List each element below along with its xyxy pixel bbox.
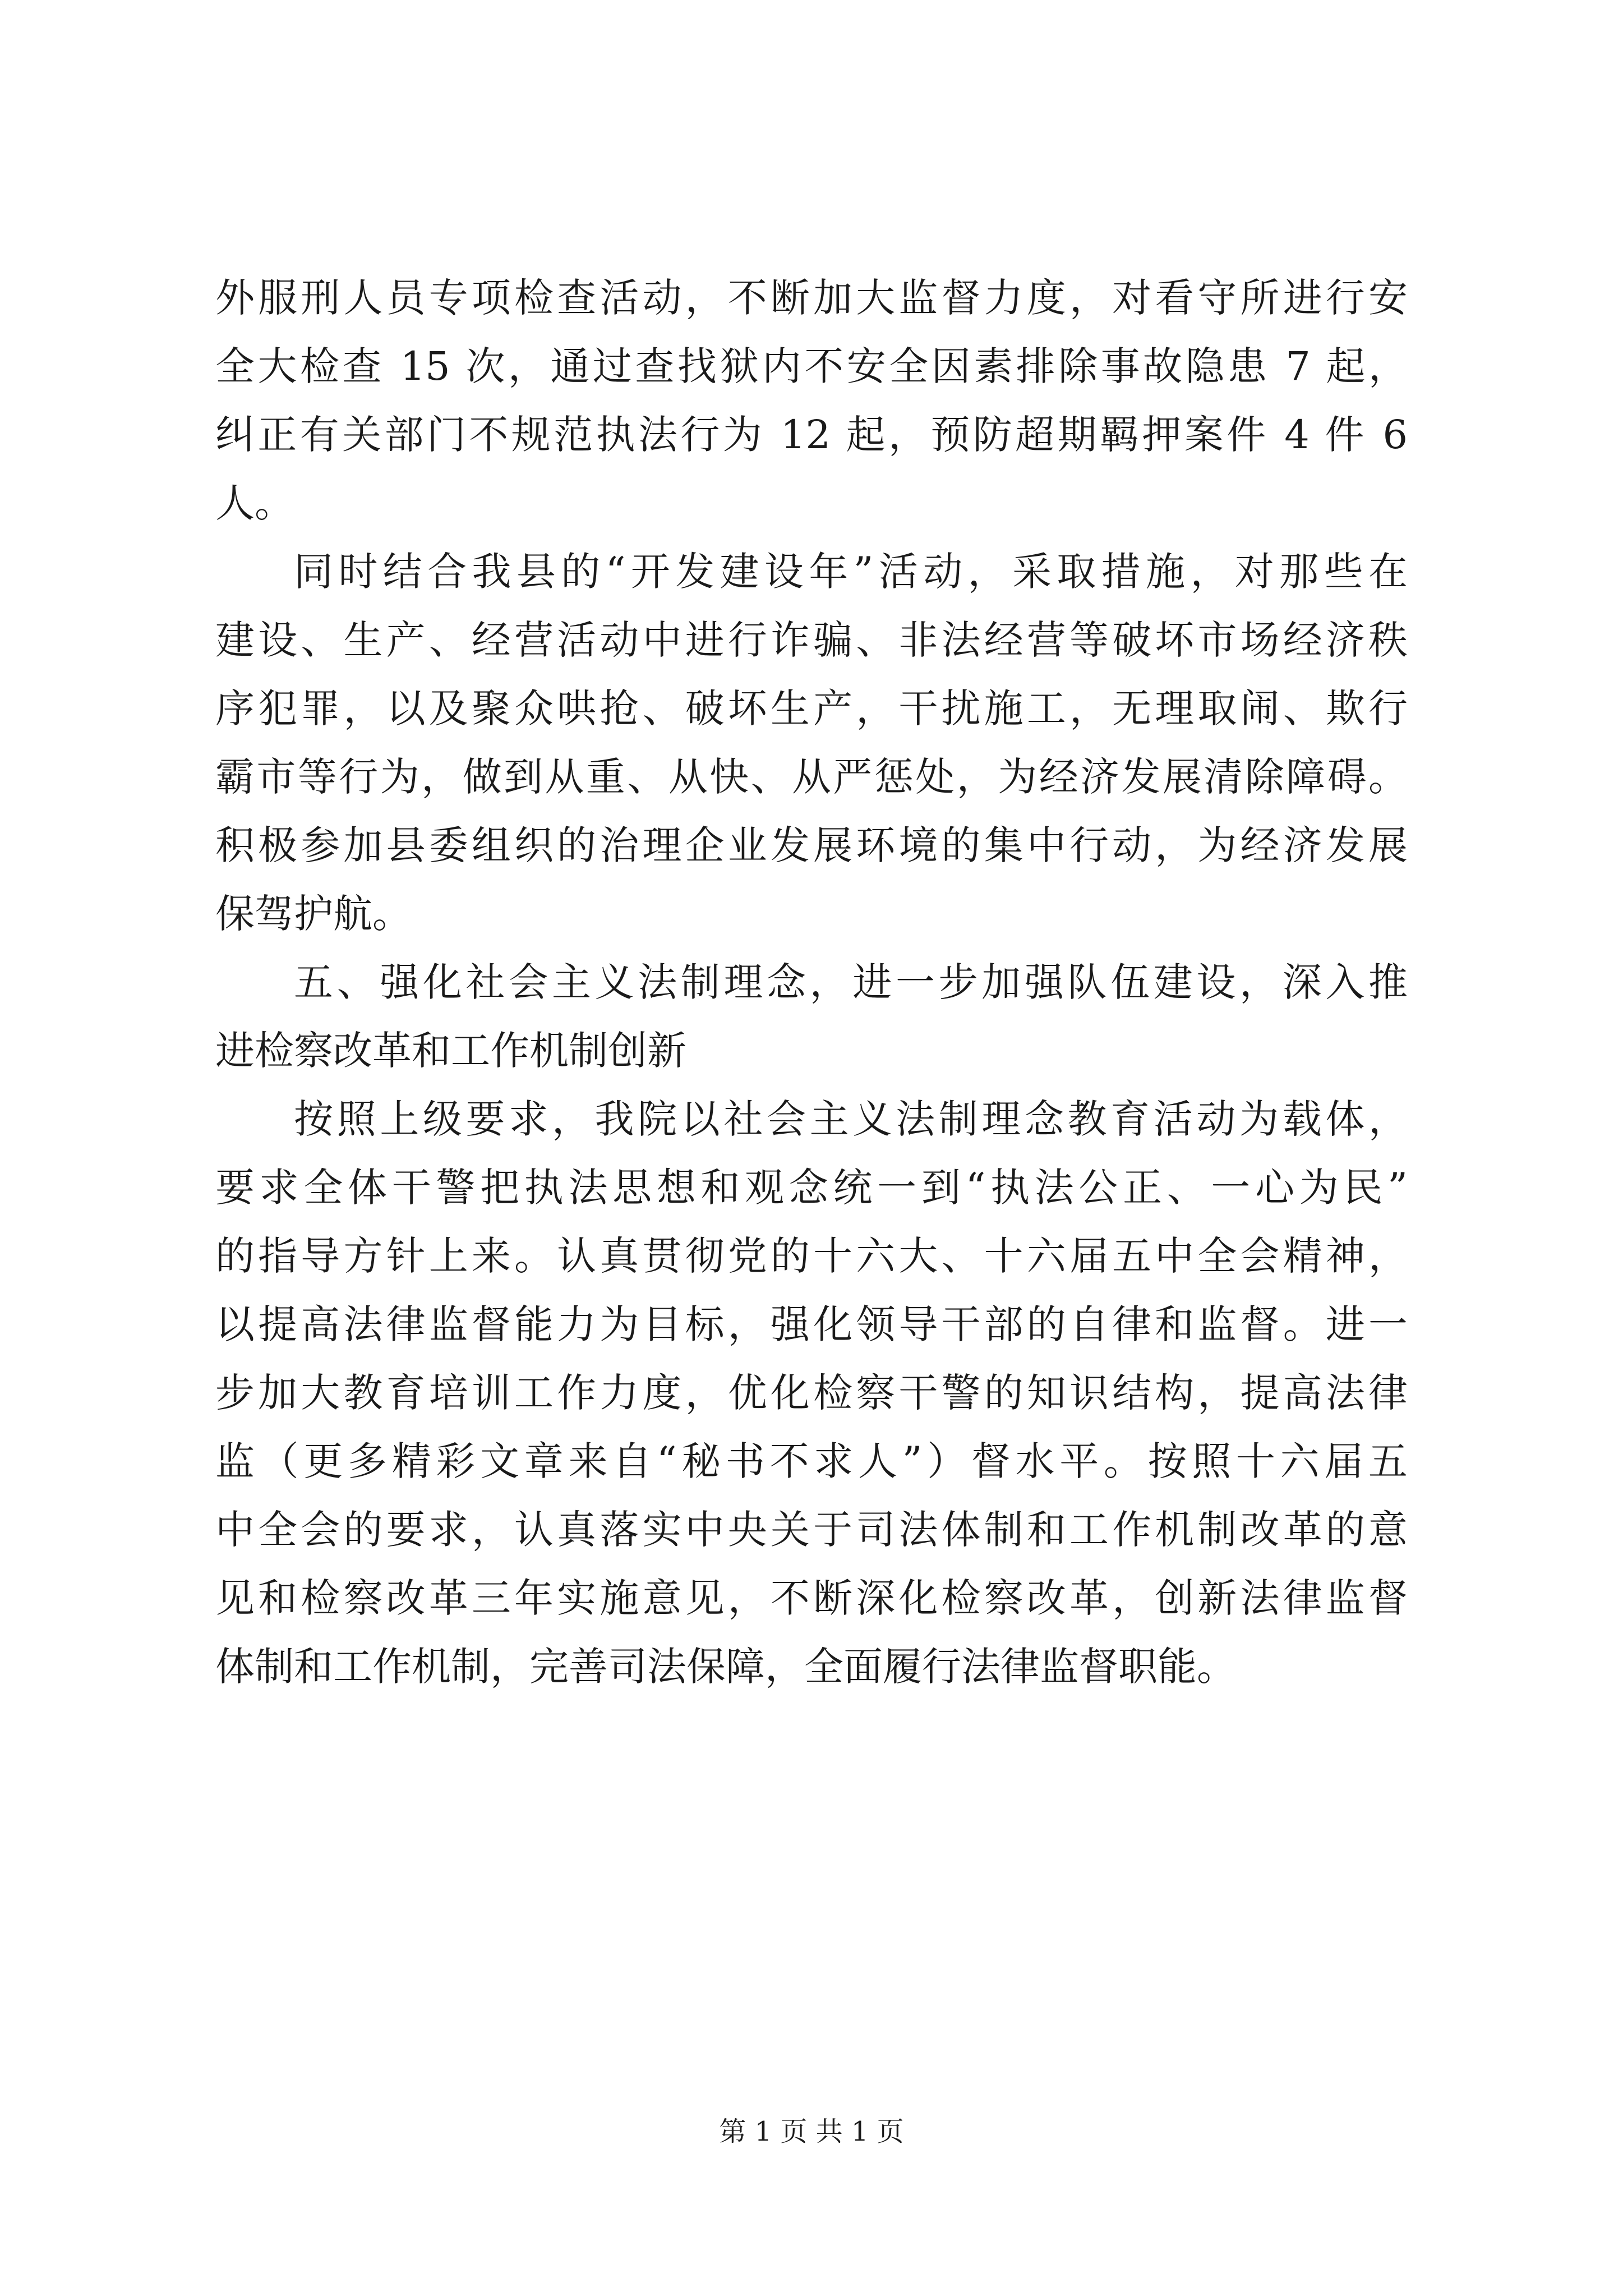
text-line: 纠正有关部门不规范执法行为 12 起，预防超期羁押案件 4 件 6 [215, 412, 1408, 458]
text-line: 监（更多精彩文章来自“秘书不求人”）督水平。按照十六届五 [215, 1438, 1408, 1484]
text-line: 霸市等行为，做到从重、从快、从严惩处，为经济发展清除障碍。 [215, 754, 1408, 800]
text-line: 中全会的要求，认真落实中央关于司法体制和工作机制改革的意 [215, 1507, 1408, 1553]
text-line: 序犯罪，以及聚众哄抢、破坏生产，干扰施工，无理取闹、欺行 [215, 685, 1408, 731]
text-line: 要求全体干警把执法思想和观念统一到“执法公正、一心为民” [215, 1165, 1408, 1211]
text-line: 建设、生产、经营活动中进行诈骗、非法经营等破坏市场经济秩 [215, 617, 1408, 663]
text-line: 按照上级要求，我院以社会主义法制理念教育活动为载体， [294, 1096, 1408, 1142]
text-line: 步加大教育培训工作力度，优化检察干警的知识结构，提高法律 [215, 1370, 1408, 1416]
text-line: 五、强化社会主义法制理念，进一步加强队伍建设，深入推 [294, 959, 1408, 1005]
text-line: 体制和工作机制，完善司法保障，全面履行法律监督职能。 [215, 1644, 1236, 1690]
text-line: 的指导方针上来。认真贯彻党的十六大、十六届五中全会精神， [215, 1233, 1408, 1279]
page-footer: 第 1 页 共 1 页 [719, 2116, 904, 2147]
text-line: 以提高法律监督能力为目标，强化领导干部的自律和监督。进一 [215, 1301, 1408, 1347]
text-line: 见和检察改革三年实施意见，不断深化检察改革，创新法律监督 [215, 1575, 1408, 1621]
text-line: 人。 [215, 480, 294, 526]
text-line: 全大检查 15 次，通过查找狱内不安全因素排除事故隐患 7 起， [215, 343, 1408, 389]
document-body [215, 264, 1408, 1701]
text-line: 进检察改革和工作机制创新 [215, 1028, 686, 1074]
text-line: 积极参加县委组织的治理企业发展环境的集中行动，为经济发展 [215, 822, 1408, 868]
text-line: 同时结合我县的“开发建设年”活动，采取措施，对那些在 [294, 549, 1408, 595]
text-line: 保驾护航。 [215, 891, 412, 937]
text-line: 外服刑人员专项检查活动，不断加大监督力度，对看守所进行安 [215, 275, 1408, 321]
